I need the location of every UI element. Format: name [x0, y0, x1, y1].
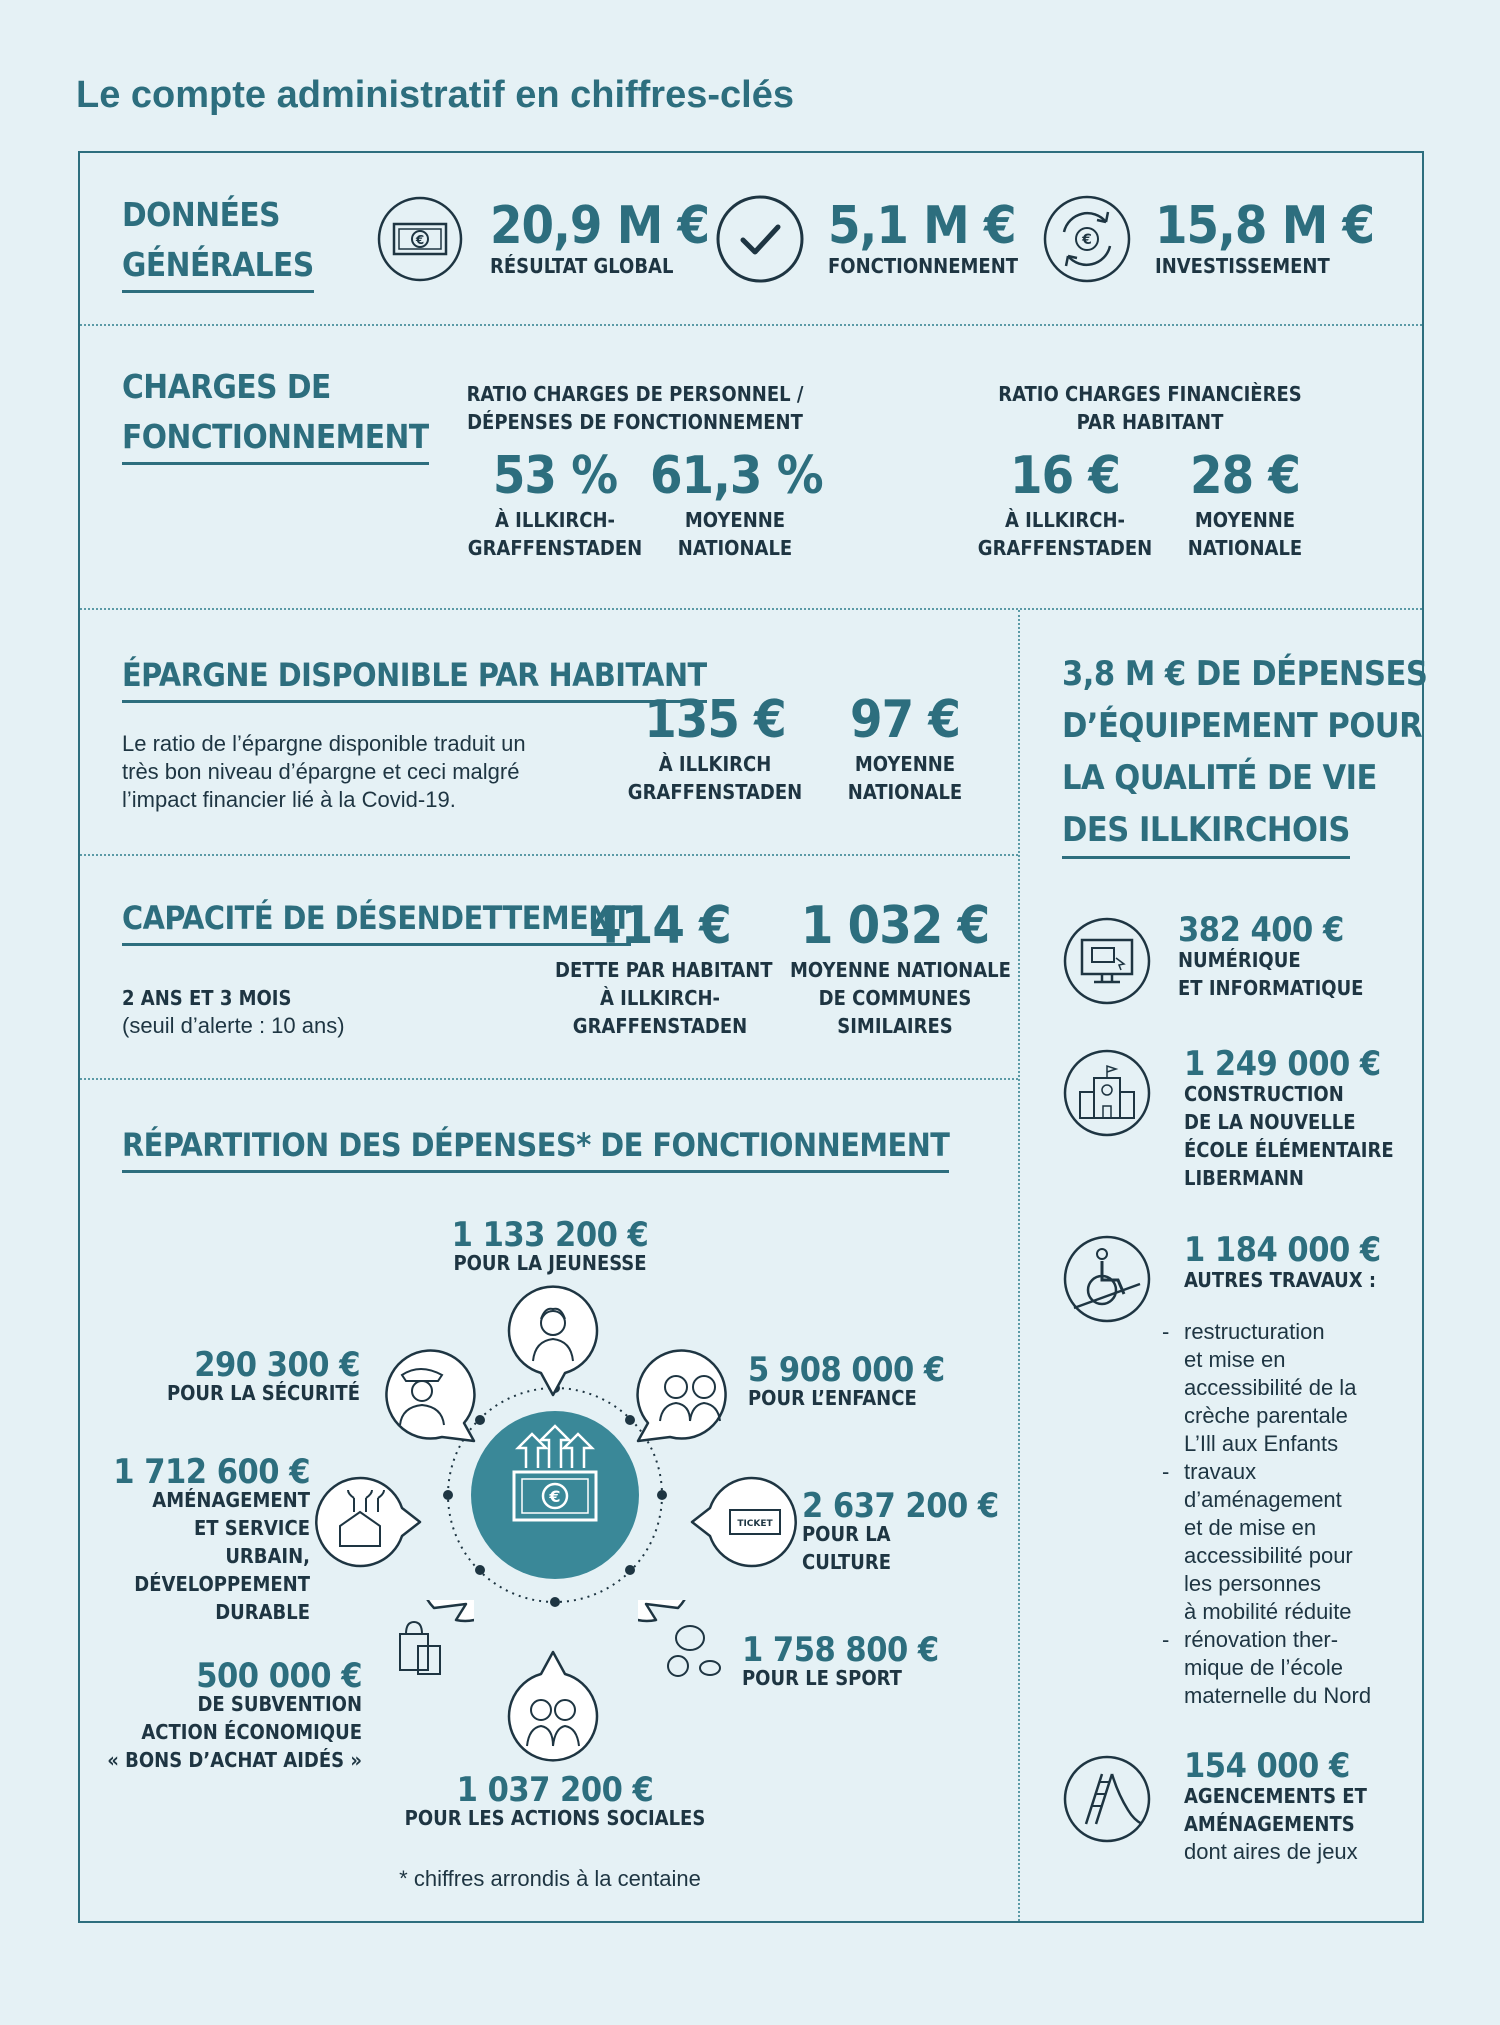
general-item-investissement: 15,8 M € INVESTISSEMENT	[1155, 196, 1375, 278]
svg-text:€: €	[1082, 232, 1092, 248]
repartition-amenagement: 1 712 600 € AMÉNAGEMENT ET SERVICE URBAIN, DÉVELOPPEMENT DURABLE	[113, 1452, 310, 1624]
equipement-numerique: 382 400 € NUMÉRIQUE ET INFORMATIQUE	[1178, 910, 1364, 1000]
travaux-bullet: - rénovation ther- mique de l’école maternelle du Nord	[1162, 1627, 1372, 1708]
equipement-agencements: 154 000 € AGENCEMENTS ET AMÉNAGEMENTS dont aires de jeux	[1184, 1746, 1367, 1864]
police-icon	[370, 1345, 482, 1445]
repartition-sociales: 1 037 200 € POUR LES ACTIONS SOCIALES	[404, 1770, 706, 1830]
seniors-icon	[505, 1648, 601, 1764]
repartition-subvention: 500 000 € DE SUBVENTION ACTION ÉCONOMIQUE « BONS D’ACHAT AIDÉS »	[107, 1656, 362, 1772]
sport-icon	[638, 1600, 750, 1700]
divider	[80, 854, 1018, 856]
svg-text:€: €	[415, 233, 425, 247]
travaux-bullet: - restructuration et mise en accessibilité de la crèche parentale L’Ill aux Enfants	[1162, 1319, 1357, 1456]
epargne-heading: ÉPARGNE DISPONIBLE PAR HABITANT	[122, 650, 707, 703]
desendettement-duration: 2 ANS ET 3 MOIS (seuil d’alerte : 10 ans)	[122, 986, 345, 1038]
equipement-travaux: 1 184 000 € AUTRES TRAVAUX :	[1184, 1230, 1381, 1292]
general-item-fonctionnement: 5,1 M € FONCTIONNEMENT	[828, 196, 1019, 278]
euro-cycle-icon	[1042, 194, 1132, 284]
svg-text:€: €	[549, 1487, 561, 1506]
divider	[80, 324, 1422, 326]
repartition-sport: 1 758 800 € POUR LE SPORT	[742, 1630, 939, 1690]
youth-icon	[505, 1285, 601, 1401]
ratio-financieres: RATIO CHARGES FINANCIÈRES PAR HABITANT	[998, 382, 1302, 434]
travaux-list	[1162, 1318, 1382, 1710]
ratio-personnel-national: 61,3 % MOYENNE NATIONALE	[650, 446, 823, 560]
banknote-icon	[377, 196, 463, 282]
general-heading: DONNÉES GÉNÉRALES	[122, 190, 314, 293]
repartition-culture: 2 637 200 € POUR LA CULTURE	[802, 1486, 999, 1574]
page-title: Le compte administratif en chiffres-clés	[76, 74, 794, 116]
divider	[80, 608, 1422, 610]
repartition-enfance: 5 908 000 € POUR L’ENFANCE	[748, 1350, 945, 1410]
ratio-financieres-national: 28 € MOYENNE NATIONALE	[1187, 446, 1303, 560]
epargne-local: 135 € À ILLKIRCH GRAFFENSTADEN	[627, 690, 803, 804]
house-plants-icon	[314, 1474, 424, 1570]
ratio-personnel: RATIO CHARGES DE PERSONNEL / DÉPENSES DE FONCTIONNEMENT	[466, 382, 804, 434]
travaux-bullet: - travaux d’aménagement et de mise en accessibilité pour les personnes à mobilité réduite	[1162, 1459, 1353, 1624]
children-icon	[630, 1345, 742, 1445]
slide-icon	[1062, 1754, 1152, 1844]
repartition-heading: RÉPARTITION DES DÉPENSES* DE FONCTIONNEMENT	[122, 1120, 949, 1173]
svg-text:TICKET: TICKET	[737, 1519, 773, 1529]
general-item-result: 20,9 M € RÉSULTAT GLOBAL	[490, 196, 710, 278]
repartition-securite: 290 300 € POUR LA SÉCURITÉ	[166, 1345, 360, 1405]
epargne-text: Le ratio de l’épargne disponible traduit un très bon niveau d’épargne et ceci malgré l’impact financier lié à la Covid-19.	[122, 731, 526, 812]
ratio-financieres-local: 16 € À ILLKIRCH- GRAFFENSTADEN	[977, 446, 1153, 560]
equipement-ecole: 1 249 000 € CONSTRUCTION DE LA NOUVELLE ÉCOLE ÉLÉMENTAIRE LIBERMANN	[1184, 1044, 1394, 1190]
desendettement-heading: CAPACITÉ DE DÉSENDETTEMENT	[122, 893, 631, 946]
charges-heading: CHARGES DE FONCTIONNEMENT	[122, 362, 429, 465]
divider	[1018, 610, 1020, 1921]
computer-icon	[1062, 916, 1152, 1006]
dette-national: 1 032 € MOYENNE NATIONALE DE COMMUNES SIMILAIRES	[790, 896, 1011, 1038]
footnote: * chiffres arrondis à la centaine	[399, 1866, 701, 1891]
wheelchair-icon	[1062, 1234, 1152, 1324]
checkmark-icon	[715, 194, 805, 284]
shopping-bag-icon	[362, 1600, 474, 1700]
dette-local: 414 € DETTE PAR HABITANT À ILLKIRCH- GRAFFENSTADEN	[555, 896, 773, 1038]
ticket-icon	[688, 1474, 798, 1570]
ratio-personnel-local: 53 % À ILLKIRCH- GRAFFENSTADEN	[467, 446, 643, 560]
school-icon	[1062, 1048, 1152, 1138]
repartition-jeunesse: 1 133 200 € POUR LA JEUNESSE	[451, 1215, 649, 1275]
equipement-heading: 3,8 M € DE DÉPENSES D’ÉQUIPEMENT POUR LA QUALITÉ DE VIE DES ILLKIRCHOIS	[1062, 648, 1427, 859]
epargne-national: 97 € MOYENNE NATIONALE	[847, 690, 963, 804]
divider	[80, 1078, 1018, 1080]
